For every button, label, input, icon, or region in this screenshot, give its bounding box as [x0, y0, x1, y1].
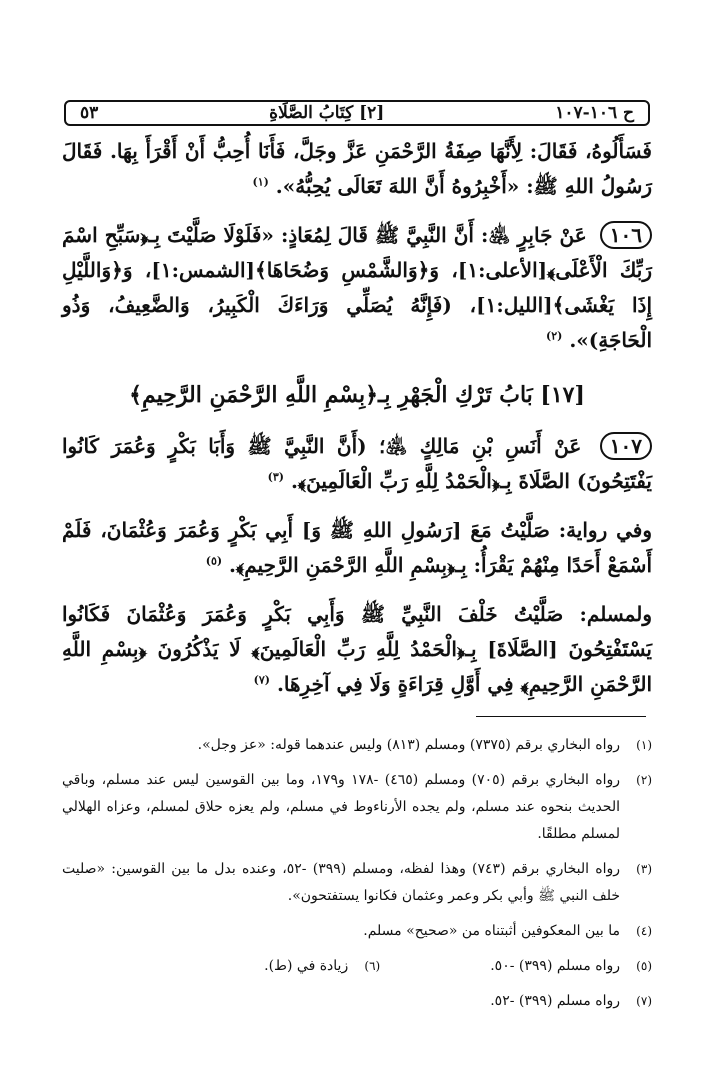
hadith-106-text: عَنْ جَابِرٍ ﵁: أَنَّ النَّبِيَّ ﷺ قَالَ لِمُعَاذٍ: «فَلَوْلَا صَلَّيْتَ بِـ﴿سَبِّحِ اسْمَ رَبِّكَ الْأَعْلَى﴾[الأعلى:١]، وَ﴿وَالشَّمْسِ وَضُحَاهَا﴾[الشمس:١]، وَ﴿وَاللَّيْلِ إِذَا يَغْشَى﴾[الليل:١]، (فَإِنَّهُ يُصَلِّي وَرَاءَكَ الْكَبِيرُ، وَالضَّعِيفُ، وَذُو الْحَاجَةِ)».	[62, 223, 652, 352]
hadith-number-107: ١٠٧	[600, 432, 652, 460]
chapter-heading: [١٧] بَابُ تَرْكِ الْجَهْرِ بِـ﴿بِسْمِ اللَّهِ الرَّحْمَنِ الرَّحِيمِ﴾	[129, 382, 585, 408]
footnote-text: زيادة في (ط).	[264, 958, 349, 974]
muslim-paragraph	[62, 597, 652, 702]
hadith-106	[62, 218, 652, 358]
footnote-number: (٧)	[636, 994, 652, 1008]
paragraph-1	[62, 134, 652, 204]
footnote-3	[62, 856, 652, 910]
header-page-number: ٥٣	[80, 103, 99, 123]
footnote-ref-7: (٧)	[253, 673, 270, 687]
footnote-number: (١)	[636, 738, 652, 752]
footnote-ref-1: (١)	[252, 175, 269, 189]
footnote-ref-2: (٢)	[546, 329, 563, 343]
footnote-number: (٦)	[364, 959, 381, 973]
footnote-text: ما بين المعكوفين أثبتناه من «صحيح» مسلم.	[363, 923, 620, 939]
muslim-text: ولمسلم: صَلَّيْتُ خَلْفَ النَّبِيِّ ﷺ وَأَبِي بَكْرٍ وَعُمَرَ وَعُثْمَانَ فَكَانُوا يَسْتَفْتِحُونَ [الصَّلَاةَ] بِـ﴿الْحَمْدُ لِلَّهِ رَبِّ الْعَالَمِينَ﴾ لَا يَذْكُرُونَ ﴿بِسْمِ اللَّهِ الرَّحْمَنِ الرَّحِيمِ﴾ فِي أَوَّلِ قِرَاءَةٍ وَلَا فِي آخِرِهَا.	[62, 602, 652, 696]
footnote-1	[62, 732, 652, 759]
footnote-text: رواه البخاري برقم (٧٤٣) وهذا لفظه، ومسلم (٣٩٩) -٥٢، وعنده بدل ما بين القوسين: «صليت خلف النبي ﷺ وأبي بكر وعمر وعثمان فكانوا يستفتحون».	[62, 861, 620, 904]
header-hadith-range: ح ١٠٦-١٠٧	[555, 103, 634, 123]
main-text	[62, 134, 652, 716]
footnote-number: (٣)	[636, 862, 652, 876]
riwaya-paragraph	[62, 513, 652, 583]
footnote-6	[264, 953, 380, 980]
paragraph-1-text: فَسَأَلُوهُ، فَقَالَ: لِأَنَّهَا صِفَةُ الرَّحْمَنِ عَزَّ وجَلَّ، فَأَنَا أُحِبُّ أَنْ أَقْرَأَ بِهَا. فَقَالَ رَسُولُ اللهِ ﷺ: «أَخْبِرُوهُ أَنَّ اللهَ تَعَالَى يُحِبُّهُ».	[62, 139, 652, 198]
footnote-7	[62, 988, 652, 1015]
footnote-4	[62, 918, 652, 945]
footnote-ref-3: (٣)	[267, 470, 284, 484]
footnote-text: رواه مسلم (٣٩٩) -٥٠.	[490, 958, 620, 974]
footnote-5	[490, 953, 652, 980]
riwaya-text: وفي رواية: صَلَّيْتُ مَعَ [رَسُولِ اللهِ ﷺ وَ] أَبِي بَكْرٍ وَعُمَرَ وَعُثْمَانَ، فَلَمْ أَسْمَعْ أَحَدًا مِنْهُمْ يَقْرَأُ: بِـ﴿بِسْمِ اللَّهِ الرَّحْمَنِ الرَّحِيمِ﴾.	[62, 518, 652, 577]
header-chapter-title: [٢] كِتَابُ الصَّلَاةِ	[269, 103, 385, 123]
hadith-number-106: ١٠٦	[600, 221, 652, 249]
footnote-text: رواه البخاري برقم (٧٠٥) ومسلم (٤٦٥) -١٧٨ و١٧٩، وما بين القوسين ليس عند مسلم، وباقي الحديث بنحوه عند مسلم، ولم يجده الأرناءوط في مسلم، ولم يعزه حلاق لمسلم، وعزاه الهلالي لمسلم مطلقًا.	[62, 772, 620, 842]
hadith-107-text: عَنْ أَنَسِ بْنِ مَالِكٍ ﵁؛ (أَنَّ النَّبِيَّ ﷺ وَأَبَا بَكْرٍ وَعُمَرَ كَانُوا يَفْتَتِحُونَ) الصَّلَاةَ بِـ﴿الْحَمْدُ لِلَّهِ رَبِّ الْعَالَمِينَ﴾.	[62, 434, 652, 493]
footnote-text: رواه مسلم (٣٩٩) -٥٢.	[490, 993, 620, 1009]
footnote-text: رواه البخاري برقم (٧٣٧٥) ومسلم (٨١٣) وليس عندهما قوله: «عز وجل».	[197, 737, 620, 753]
page-header	[64, 100, 650, 126]
footnote-2	[62, 767, 652, 848]
footnote-number: (٢)	[636, 773, 652, 787]
footnote-divider	[476, 716, 646, 717]
footnote-pair-5-6	[62, 953, 652, 988]
hadith-107	[62, 429, 652, 499]
footnote-ref-5: (٥)	[205, 554, 223, 568]
footnote-number: (٤)	[636, 924, 652, 938]
footnote-number: (٥)	[636, 959, 652, 973]
footnotes	[62, 732, 652, 1023]
